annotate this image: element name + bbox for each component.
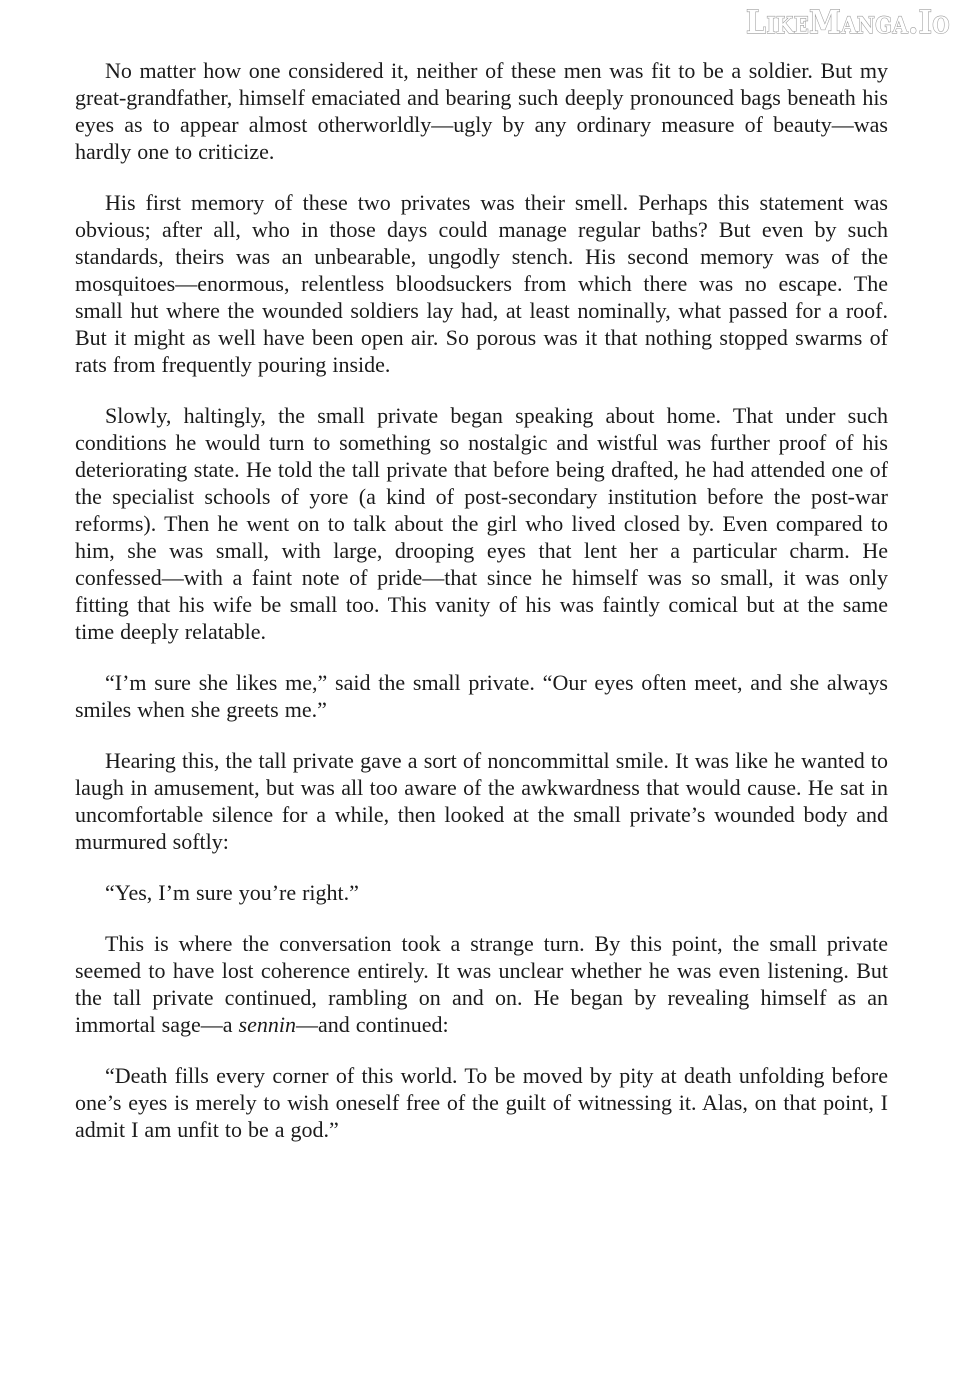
site-watermark xyxy=(742,0,954,44)
novel-paragraph xyxy=(75,930,888,1038)
novel-paragraph: His first memory of these two privates was their smell. Perhaps this statement was obvious; after all, who in those days could manage regular baths? But even by such standards, theirs was an unbearable, ungodly stench. His second memory was of the mosquitoes—enormous, relentless bloodsuckers from which there was no escape. The small hut where the wounded soldiers lay had, at least nominally, what passed for a roof. But it might as well have been open air. So porous was it that nothing stopped swarms of rats from frequently pouring inside. xyxy=(75,190,888,377)
novel-paragraph-dialogue: “I’m sure she likes me,” said the small private. “Our eyes often meet, and she always smiles when she greets me.” xyxy=(75,670,888,722)
paragraph-segment: —and continued: xyxy=(295,1012,449,1037)
novel-text-block xyxy=(75,57,888,1167)
novel-paragraph-dialogue: “Yes, I’m sure you’re right.” xyxy=(105,880,359,905)
novel-paragraph: Slowly, haltingly, the small private began speaking about home. That under such conditions he would turn to something so nostalgic and wistful was further proof of his deteriorating state. He told the tall private that before being drafted, he had attended one of the specialist schools of yore (a kind of post-secondary institution before the post-war reforms). Then he went on to talk about the girl who lived closed by. Even compared to him, she was small, with large, drooping eyes that lent her a particular charm. He confessed—with a faint note of pride—that since he himself was so small, it was only fitting that his wife be small too. This vanity of his was faintly comical but at the same time deeply relatable. xyxy=(75,403,888,644)
site-watermark-text: LikeManga.Io xyxy=(746,3,950,41)
paragraph-segment: This is where the conversation took a strange turn. By this point, the small private seemed to have lost coherence entirely. It was unclear whether he was even listening. But the tall private continued, rambling on and on. He began by revealing himself as an immortal sage—a xyxy=(75,931,888,1037)
novel-paragraph: Hearing this, the tall private gave a sort of noncommittal smile. It was like he wanted to laugh in amusement, but was all too aware of the awkwardness that would cause. He sat in uncomfortable silence for a while, then looked at the small private’s wounded body and murmured softly: xyxy=(75,748,888,854)
novel-paragraph: No matter how one considered it, neither of these men was fit to be a soldier. But my great-grandfather, himself emaciated and bearing such deeply pronounced bags beneath his eyes as to appear almost otherworldly—ugly by any ordinary measure of beauty—was hardly one to criticize. xyxy=(75,58,888,164)
novel-paragraph-dialogue: “Death fills every corner of this world. To be moved by pity at death unfolding before one’s eyes is merely to wish oneself free of the guilt of witnessing it. Alas, on that point, I admit I am unfit to be a god.” xyxy=(75,1063,888,1142)
italic-term-sennin: sennin xyxy=(238,1012,296,1037)
